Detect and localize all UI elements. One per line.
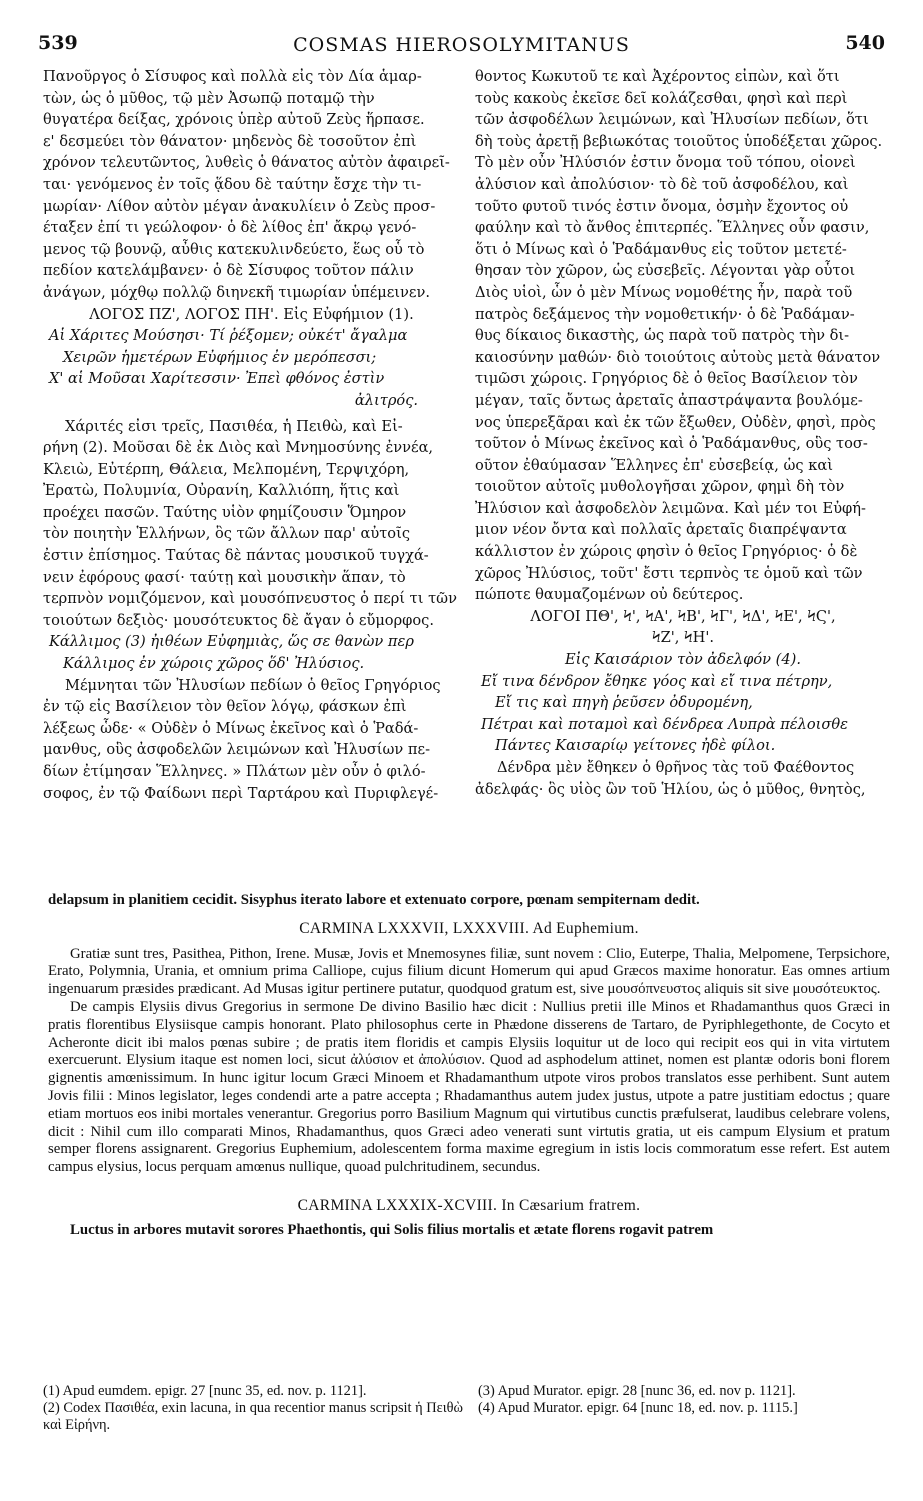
- text-line: κάλλιστον ἐν χώροις φησὶν ὁ θεῖος Γρηγόριος· ὁ δὲ: [475, 543, 858, 561]
- latin-heading-1: CARMINA LXXXVII, LXXXVIII. Ad Euphemium.: [299, 919, 639, 937]
- section-heading-right: ΛΟΓΟΙ ΠΘ', Ϟ', ϞΑ', ϞΒ', ϞΓ', ϞΔ', ϞΕ', ϞϚ',: [530, 607, 836, 625]
- text-line: Τὸ μὲν οὖν Ἠλύσιόν ἐστιν ὄνομα τοῦ τόπου, οἱονεὶ: [475, 154, 856, 172]
- text-line: οῦτον ἐθαύμασαν Ἕλληνες ἐπ' εὐσεβείᾳ, ὡς καὶ: [475, 456, 833, 474]
- text-line: Κλειὼ, Εὐτέρπη, Θάλεια, Μελπομένη, Τερψιχόρη,: [43, 460, 410, 478]
- right-para-1: [475, 66, 891, 606]
- greek-column-left: [43, 66, 460, 804]
- epigram-verse-3: [475, 671, 891, 757]
- greek-column-right: [475, 66, 891, 800]
- text-line: ἐν τῷ εἰς Βασίλειον τὸν θεῖον λόγῳ, φάσκων ἐπὶ: [43, 698, 407, 716]
- verse-line: Κάλλιμος (3) ἠιθέων Εὐφημιὰς, ὥς σε θανὼν περ: [49, 633, 414, 651]
- left-para-2: [43, 416, 460, 632]
- text-line: τοῦτο φυτοῦ τινός ἐστιν ὄνομα, ὀσμὴν ἔχοντος οὐ: [475, 197, 849, 215]
- text-line: Μέμνηται τῶν Ἠλυσίων πεδίων ὁ θεῖος Γρηγόριος: [65, 676, 441, 694]
- verse-line: Πάντες Καισαρίῳ γείτονες ἠδὲ φίλοι.: [495, 737, 776, 755]
- latin-heading-2: CARMINA LXXXIX-XCVIII. In Cæsarium fratrem.: [297, 1196, 641, 1214]
- epigram-verse-2: [43, 631, 460, 674]
- running-title: COSMAS HIEROSOLYMITANUS: [293, 34, 630, 56]
- text-line: μωρίαν· Λίθον αὐτὸν μέγαν ἀνακυλίειν ὁ Ζεὺς προσ-: [43, 197, 436, 215]
- text-line: χῶρος Ἠλύσιος, τοῦτ' ἔστι τερπνὸς τε ὁμοῦ καὶ τῶν: [475, 564, 863, 582]
- text-line: μανθυς, οὓς ἀσφοδελῶν λειμώνων καὶ Ἠλυσίων πε-: [43, 741, 431, 759]
- text-line: Διὸς υἱοὶ, ὧν ὁ μὲν Μίνως νομοθέτης ἦν, παρὰ τοῦ: [475, 283, 853, 301]
- text-line: χρόνον τελευτῶντος, λυθεὶς ὁ θάνατος αὐτὸν ἀφαιρεῖ-: [43, 154, 450, 172]
- text-line: τῶν ἀσφοδέλων λειμώνων, καὶ Ἠλυσίων πεδίων, ὅτι: [475, 111, 869, 129]
- verse-line: Αἱ Χάριτες Μούσησι· Τί ῥέξομεν; οὐκέτ' ἄγαλμα: [49, 327, 408, 345]
- latin-para-1: Gratiæ sunt tres, Pasithea, Pithon, Irene. Musæ, Jovis et Mnemosynes filiæ, sunt novem : Clio, Euterpe, Thalia, Melpomene, Terpsichore, Erato, Polymnia, Urania, et omnium prima Calliope, cujus filium dicunt Homerum qui apud Græcos maxime honoratur. Eas omnes artium ingenuarum præsides prædicant. Ad Musas igitur pertinere putatur, quodquod gratum est, sive μουσόπνευστος aliquis sit sive μουσότευκτος.: [48, 945, 890, 998]
- latin-translation: [48, 892, 890, 1240]
- footnote: (2) Codex Πασιθέα, exin lacuna, in qua recentior manus scripsit ἡ Πειθὼ καὶ Εἰρήνη.: [43, 1399, 463, 1433]
- footnote: (4) Apud Murator. epigr. 64 [nunc 18, ed. nov. p. 1115.]: [478, 1399, 798, 1416]
- verse-line: Εἴ τις καὶ πηγὴ ῥεῦσεν ὀδυρομένη,: [495, 694, 753, 712]
- verse-line: Εἴ τινα δένδρον ἔθηκε γόος καὶ εἴ τινα πέτρην,: [481, 672, 833, 690]
- footnotes-left: [43, 1383, 463, 1433]
- text-line: Ἠλύσιον καὶ ἀσφοδελὸν λειμῶνα. Καὶ μέν τοι Εὐφή-: [475, 499, 866, 517]
- text-line: Ἐρατὼ, Πολυμνία, Οὐρανίη, Καλλιόπη, ἥτις καὶ: [43, 482, 400, 500]
- text-line: ἀδελφάς· ὃς υἱὸς ὢν τοῦ Ἡλίου, ὡς ὁ μῦθος, θνητὸς,: [475, 780, 866, 798]
- text-line: θυς δίκαιος δικαστὴς, ὡς παρὰ τοῦ πατρὸς τὴν δι-: [475, 327, 850, 345]
- text-line: τοιοῦτον αὐτοῖς μυθολογῆσαι χῶρον, φημὶ δὴ τὸν: [475, 478, 845, 496]
- text-line: Δένδρα μὲν ἔθηκεν ὁ θρῆνος τὰς τοῦ Φαέθοντος: [497, 759, 855, 776]
- footnotes-right: [478, 1383, 890, 1417]
- text-line: λέξεως ὧδε· « Οὐδὲν ὁ Μίνως ἐκεῖνος καὶ ὁ Ῥαδά-: [43, 719, 419, 737]
- text-line: ἀνάγων, μόχθῳ πολλῷ διηνεκῆ τιμωρίαν ὑπέμεινεν.: [43, 283, 430, 301]
- verse-line: Πέτραι καὶ ποταμοὶ καὶ δένδρεα Λυπρὰ πέλοισθε: [481, 715, 848, 733]
- verse-line: Χ' αἱ Μοῦσαι Χαρίτεσσιν· Ἐπεὶ φθόνος ἐστὶν: [49, 370, 385, 388]
- text-line: τερπνὸν νομιζόμενον, καὶ μουσόπνευστος ὁ περί τι τῶν: [43, 590, 457, 608]
- text-line: θησαν τὸν χῶρον, ὡς εὐσεβεῖς. Λέγονται γὰρ οὗτοι: [475, 262, 856, 280]
- text-line: τὼν, ὡς ὁ μῦθος, τῷ μὲν Ἀσωπῷ ποταμῷ τὴν: [43, 89, 375, 107]
- text-line: Χάριτές εἰσι τρεῖς, Πασιθέα, ἡ Πειθὼ, καὶ Εἰ-: [65, 417, 403, 435]
- left-para-3: [43, 675, 460, 805]
- epigram-verse-1: [43, 325, 460, 411]
- latin-para-2: De campis Elysiis divus Gregorius in sermone De divino Basilio hæc dicit : Nullius pretii ille Minos et Rhadamanthus quos Græci in pratis florentibus Elysiisque campis honorant. Plato philosophus certe in Phædone disserens de Tartaro, de Pyriphlegethonte, de Cocyto et Acheronte dicit ibi malos pœnas subire ; de pratis item floridis et campis Elysiis loquitur ut de loco qui recipit eos qui in vita virtutem exercuerunt. Elysium itaque est nomen loci, sicut ἀλύσιον et ἀπολύσιον. Quod ad asphodelum attinet, nomen est plantæ odoris boni florem gignentis amœnissimum. In hunc igitur locum Græci Minoem et Rhadamanthum utpote viros probos translatos esse perhibent. Sunt autem Jovis filii : Minos legislator, leges condendi arte a patre accepta ; Rhadamanthus autem judex justus, utpote a patre justitiam edoctus ; quare etiam mortuos eos inibi mortales venerantur. Gregorius porro Basilium Magnum qui virtutibus cunctis præfulserat, laudibus celebrare volens, dicit : Nihil cum illo comparati Minos, Rhadamanthus, quos Græci adeo venerati sunt virtutis gratia, ut eis campum Elysium et pratum semper florens assignarent. Gregorius Euphemium, adolescentem forma maxime egregium in istis locis commoratum esse refert. Est autem campus elysius, locus perquam amœnus nullique, quoad pulchritudinem, secundus.: [48, 998, 890, 1176]
- text-line: ε' δεσμεύει τὸν θάνατον· μηδενὸς δὲ τοσοῦτον ἐπὶ: [43, 132, 417, 150]
- text-line: τοὺς κακοὺς ἐκεῖσε δεῖ κολάζεσθαι, φησὶ καὶ περὶ: [475, 89, 848, 107]
- verse-line: Χειρῶν ἡμετέρων Εὐφήμιος ἐν μερόπεσσι;: [63, 348, 377, 366]
- text-line: ται· γενόμενος ἐν τοῖς ᾅδου δὲ ταύτην ἔσχε τὴν τι-: [43, 175, 422, 193]
- text-line: πώποτε θαυμαζομένων οὐ δεύτερος.: [475, 586, 744, 604]
- text-line: ὅτι ὁ Μίνως καὶ ὁ Ῥαδάμανθυς εἰς τοῦτον μετετέ-: [475, 240, 847, 258]
- text-line: σοφος, ἐν τῷ Φαίδωνι περὶ Ταρτάρου καὶ Πυριφλεγέ-: [43, 784, 439, 802]
- text-line: νος ὑπερεξᾶραι καὶ ἐκ τῶν ἔξωθεν, Οὐδὲν, φησὶ, πρὸς: [475, 413, 876, 431]
- text-line: θοντος Κωκυτοῦ τε καὶ Ἀχέροντος εἰπὼν, καὶ ὅτι: [475, 68, 840, 85]
- text-line: τοῦτον ὁ Μίνως ἐκεῖνος καὶ ὁ Ῥαδάμανθυς, οὓς τοσ-: [475, 435, 868, 453]
- text-line: φαύλην καὶ τὸ ἄνθος ἐπιτερπές. Ἕλληνες οὖν φασιν,: [475, 219, 870, 237]
- text-line: μέγαν, ταῖς ὄντως ἀρεταῖς ἀπαστράψαντα βουλόμε-: [475, 391, 863, 409]
- right-para-2: [475, 757, 891, 800]
- text-line: Πανοῦργος ὁ Σίσυφος καὶ πολλὰ εἰς τὸν Δία ἁμαρ-: [43, 68, 422, 85]
- text-line: καιοσύνην μαθών· διὸ τοιούτοις αὐτοὺς μετὰ θάνατον: [475, 348, 881, 366]
- left-para-1: [43, 66, 460, 304]
- text-line: τοιούτων δεξιὸς· μουσότευκτος δὲ ἄγαν ὁ εὔμορφος.: [43, 611, 434, 629]
- verse-line: Κάλλιμος ἐν χώροις χῶρος ὅδ' Ἠλύσιος.: [63, 655, 365, 673]
- text-line: τὸν ποιητὴν Ἑλλήνων, ὃς τῶν ἄλλων παρ' αὐτοῖς: [43, 525, 410, 543]
- running-header: [38, 32, 885, 58]
- text-line: δίων ἐτίμησαν Ἕλληνες. » Πλάτων μὲν οὖν ὁ φιλό-: [43, 763, 426, 780]
- text-line: πεδίον κατελάμβανεν· ὁ δὲ Σίσυφος τοῦτον πάλιν: [43, 262, 414, 280]
- section-subheading-right: Εἰς Καισάριον τὸν ἀδελφόν (4).: [564, 651, 801, 669]
- text-line: προέχει πασῶν. Ταύτης υἱὸν φημίζουσιν Ὅμηρον: [43, 503, 407, 521]
- verse-line: ἀλιτρός.: [354, 391, 418, 409]
- section-heading-left: ΛΟΓΟΣ ΠΖ', ΛΟΓΟΣ ΠΗ'. Εἰς Εὐφήμιον (1).: [89, 305, 414, 323]
- text-line: νειν ἐφόρους φασί· ταύτῃ καὶ μουσικὴν ἅπαν, τὸ: [43, 568, 406, 586]
- footnote: (3) Apud Murator. epigr. 28 [nunc 36, ed. nov p. 1121].: [478, 1383, 796, 1399]
- section-heading-right-cont: ϞΖ', ϞΗ'.: [651, 629, 715, 647]
- text-line: τιμῶσι χώροις. Γρηγόριος δὲ ὁ θεῖος Βασίλειον τὸν: [475, 370, 858, 388]
- page-number-left: 539: [38, 32, 78, 54]
- text-line: ἀλύσιον καὶ ἀπολύσιον· τὸ δὲ τοῦ ἀσφοδέλου, καὶ: [475, 175, 849, 193]
- text-line: ρήνη (2). Μοῦσαι δὲ ἐκ Διὸς καὶ Μνημοσύνης ἐννέα,: [43, 439, 434, 457]
- text-line: ἐστιν ἐπίσημος. Ταύτας δὲ πάντας μουσικοῦ τυγχά-: [43, 547, 429, 565]
- text-line: μενος τῷ βουνῷ, αὖθις κατεκυλινδεύετο, ἕως οὗ τὸ: [43, 240, 425, 258]
- text-line: πατρὸς δεξάμενος τὴν νομοθετικήν· ὁ δὲ Ῥαδάμαν-: [475, 305, 855, 323]
- page-number-right: 540: [845, 32, 885, 54]
- footnote: (1) Apud eumdem. epigr. 27 [nunc 35, ed. nov. p. 1121].: [43, 1383, 367, 1399]
- text-line: θυγατέρα δείξας, χρόνοις ὑπὲρ αὐτοῦ Ζεὺς ἥρπασε.: [43, 111, 425, 129]
- text-line: μιον νέον ὄντα καὶ πολλαῖς ἀρεταῖς διαπρέψαντα: [475, 521, 847, 539]
- latin-para-3: Luctus in arbores mutavit sorores Phaethontis, qui Solis filius mortalis et ætate florens rogavit patrem: [70, 1221, 714, 1238]
- latin-intro: delapsum in planitiem cecidit. Sisyphus iterato labore et extenuato corpore, pœnam sempiternam dedit.: [48, 892, 700, 908]
- text-line: δὴ τοὺς ἀρετῇ βεβιωκότας τοιοῦτος ὑποδέξεται χῶρος.: [475, 132, 883, 150]
- text-line: έταξεν ἐπί τι γεώλοφον· ὁ δὲ λίθος ἐπ' ἄκρῳ γενό-: [43, 219, 417, 237]
